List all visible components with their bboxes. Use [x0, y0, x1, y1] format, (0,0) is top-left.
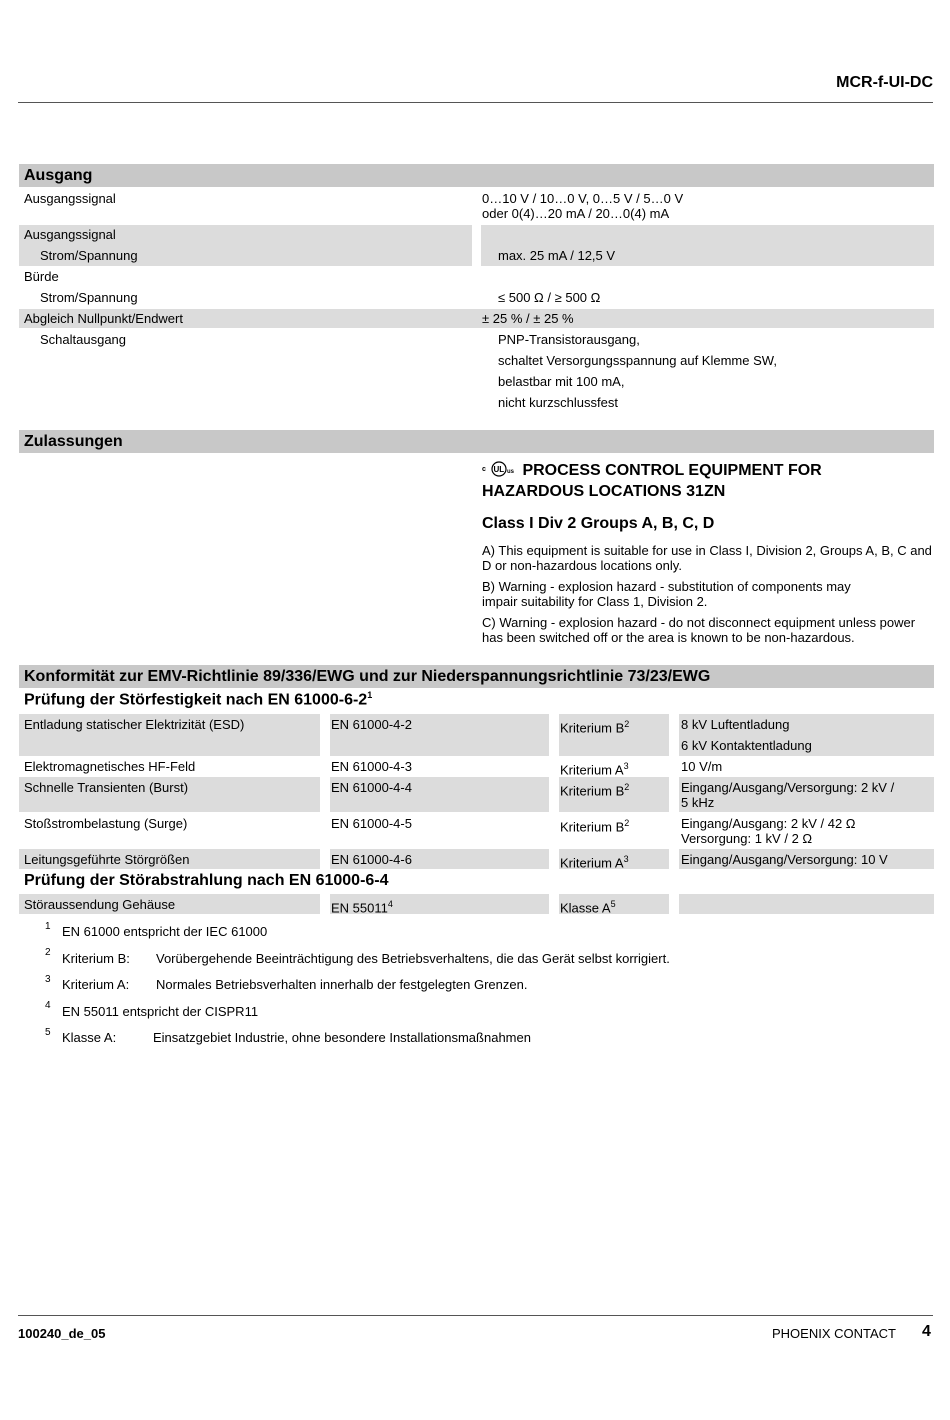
- row-label: Ausgangssignal: [24, 227, 116, 242]
- test-criterion: Kriterium $B^2$: [560, 782, 630, 799]
- row-value: 0…10 V / 10…0 V, 0…5 V / 5…0 V: [482, 191, 684, 206]
- header-rule: [18, 102, 933, 103]
- footnote-label: Kriterium B:: [62, 951, 130, 966]
- svg-text:us: us: [507, 469, 515, 475]
- footnote-label: EN 61000 entspricht der IEC 61000: [62, 924, 268, 939]
- row-value-line: belastbar mit 100 mA,: [498, 374, 625, 389]
- test-criterion: Kriterium $A^3$: [560, 761, 629, 778]
- test-value: Eingang/Ausgang: 2 kV / 42 Ω: [681, 816, 856, 831]
- row-label: Bürde: [24, 269, 59, 284]
- row-label: Abgleich Nullpunkt/Endwert: [24, 311, 183, 326]
- cert-note: A) This equipment is suitable for use in Class I, Division 2, Groups A, B, C and D or non-hazardous locations only.: [482, 543, 932, 573]
- immunity-title: Prüfung der Störfestigkeit nach EN $61000-6-2^1$: [24, 690, 373, 709]
- test-value: 6 kV Kontaktentladung: [681, 738, 812, 753]
- section-heading-ausgang: Ausgang: [19, 164, 934, 187]
- row-value: oder 0(4)…20 mA / 20…0(4) mA: [482, 206, 670, 221]
- footnote-number: 4: [45, 1000, 51, 1011]
- footnote-text: Vorübergehende Beeinträchtigung des Betriebsverhaltens, die das Gerät selbst korrigiert.: [156, 951, 670, 966]
- row-sublabel: Schaltausgang: [40, 332, 127, 347]
- test-name: Stoßstrombelastung (Surge): [24, 816, 188, 831]
- cert-note: C) Warning - explosion hazard - do not disconnect equipment unless power has been switched off or the area is known to be non-hazardous.: [482, 615, 916, 645]
- test-value: Eingang/Ausgang/Versorgung: 2 kV /: [681, 780, 895, 795]
- test-value: 5 kHz: [681, 795, 715, 810]
- row-value: max. 25 mA / 12,5 V: [498, 248, 616, 263]
- document-id: 100240_de_05: [18, 1326, 106, 1341]
- row-value: ± 25 % / ± 25 %: [482, 311, 574, 326]
- test-value: 10 V/m: [681, 759, 723, 774]
- emission-title: Prüfung der Störabstrahlung nach EN 61000-6-4: [24, 872, 389, 889]
- cert-note: B) Warning - explosion hazard - substitution of components may impair suitability for Class 1, Division 2.: [482, 579, 851, 609]
- footnote-text: Normales Betriebsverhalten innerhalb der festgelegten Grenzen.: [156, 977, 528, 992]
- test-name: Elektromagnetisches HF-Feld: [24, 759, 196, 774]
- section-heading-zulassungen: Zulassungen: [19, 430, 934, 453]
- footnote-number: 5: [45, 1027, 51, 1038]
- document-title: MCR-f-UI-DC: [836, 74, 933, 91]
- test-value: 8 kV Luftentladung: [681, 717, 790, 732]
- row-value: ≤ 500 Ω / ≥ 500 Ω: [498, 290, 601, 305]
- footnote-text: Einsatzgebiet Industrie, ohne besondere Installationsmaßnahmen: [153, 1030, 531, 1045]
- certification-block: [482, 460, 932, 502]
- test-name: Störaussendung Gehäuse: [24, 897, 176, 912]
- footnote-number: 2: [45, 947, 51, 958]
- footnote-label: EN 55011 entspricht der CISPR11: [62, 1004, 259, 1019]
- test-criterion: Klasse $A^5$: [560, 899, 616, 916]
- ul-certification-icon: [482, 461, 518, 477]
- footnote-number: 3: [45, 974, 51, 985]
- test-standard: EN 61000-4-4: [331, 780, 412, 795]
- test-name: Schnelle Transienten (Burst): [24, 780, 189, 795]
- row-value-line: schaltet Versorgungsspannung auf Klemme SW,: [498, 353, 777, 368]
- svg-text:UL: UL: [493, 465, 505, 474]
- section-heading-emv: Konformität zur EMV-Richtlinie 89/336/EWG und zur Niederspannungsrichtlinie 73/23/EWG: [19, 665, 934, 688]
- row-sublabel: Strom/Spannung: [40, 290, 138, 305]
- row-label: Ausgangssignal: [24, 191, 116, 206]
- test-standard: EN 55011$^4$: [331, 899, 393, 916]
- svg-text:c: c: [482, 466, 486, 473]
- footnote-label: Klasse A:: [62, 1030, 117, 1045]
- test-criterion: Kriterium $A^3$: [560, 854, 629, 871]
- test-standard: EN 61000-4-5: [331, 816, 412, 831]
- cert-title-line1: PROCESS CONTROL EQUIPMENT FOR: [522, 462, 822, 479]
- test-standard: EN 61000-4-6: [331, 852, 412, 867]
- test-name: Entladung statischer Elektrizität (ESD): [24, 717, 245, 732]
- test-standard: EN 61000-4-3: [331, 759, 412, 774]
- test-standard: EN 61000-4-2: [331, 717, 412, 732]
- cell-bg: [679, 894, 934, 914]
- row-value-line: nicht kurzschlussfest: [498, 395, 618, 410]
- company-name: PHOENIX CONTACT: [772, 1326, 896, 1341]
- test-criterion: Kriterium $B^2$: [560, 719, 630, 736]
- page-number: 4: [922, 1323, 931, 1340]
- row-value-line: PNP-Transistorausgang,: [498, 332, 640, 347]
- row-sublabel: Strom/Spannung: [40, 248, 138, 263]
- test-value: Versorgung: 1 kV / 2 Ω: [681, 831, 813, 846]
- cert-class: Class I Div 2 Groups A, B, C, D: [482, 515, 715, 532]
- cert-title-line2: HAZARDOUS LOCATIONS 31ZN: [482, 483, 726, 500]
- footer-rule: [18, 1315, 933, 1316]
- footnote-label: Kriterium A:: [62, 977, 130, 992]
- test-name: Leitungsgeführte Störgrößen: [24, 852, 190, 867]
- test-criterion: Kriterium $B^2$: [560, 818, 630, 835]
- footnote-number: 1: [45, 921, 51, 932]
- test-value: Eingang/Ausgang/Versorgung: 10 V: [681, 852, 888, 867]
